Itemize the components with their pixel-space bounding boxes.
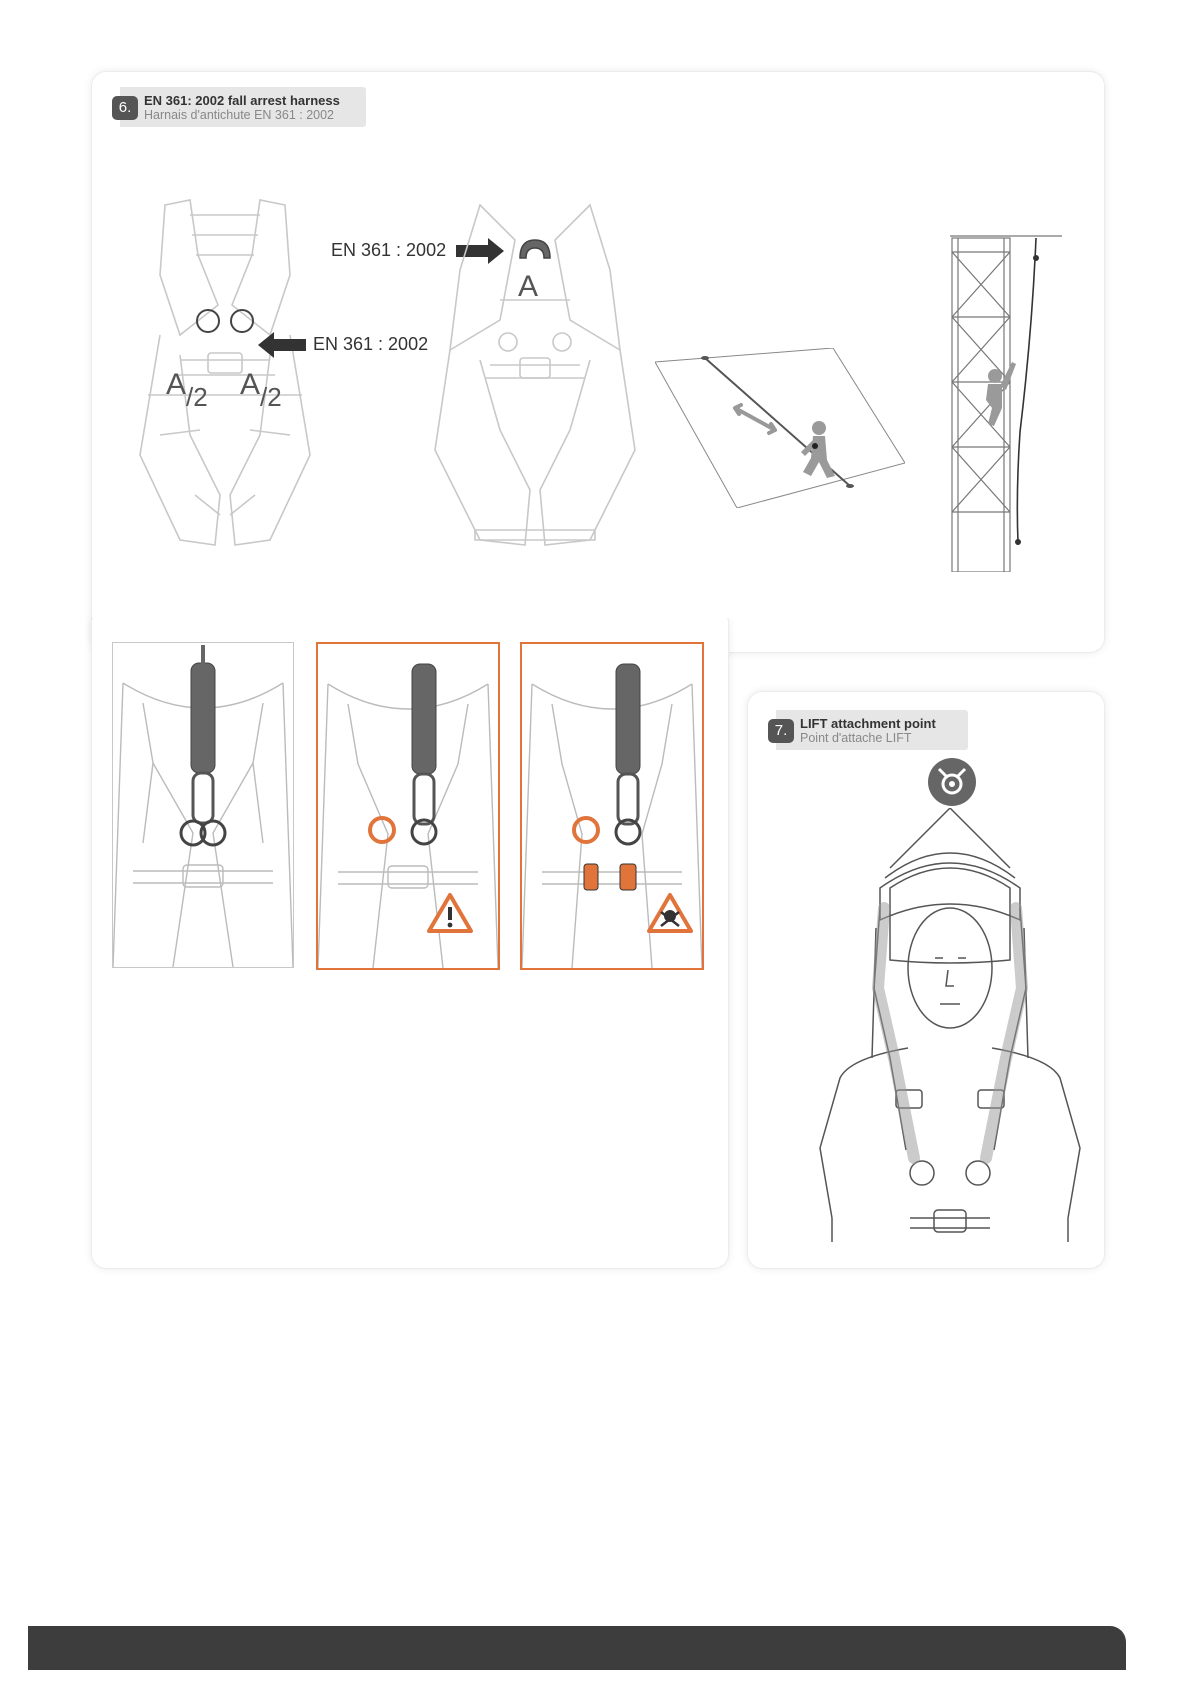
section-7-title: LIFT attachment point (800, 716, 936, 731)
section-7-subtitle: Point d'attache LIFT (800, 731, 912, 745)
sternal-callout: EN 361 : 2002 (313, 334, 429, 354)
danger-connection-photo (520, 642, 704, 970)
section-6-header (120, 87, 366, 127)
front-attachment-label-right: $A_{/2}$ (240, 368, 282, 412)
section-6-subtitle: Harnais d'antichute EN 361 : 2002 (144, 108, 335, 122)
section-6-number: 6. (112, 96, 138, 120)
lift-harness-illustration (810, 808, 1090, 1242)
footer-band (28, 1626, 1126, 1670)
tower-climb-scene (950, 232, 1065, 572)
dorsal-callout: EN 361 : 2002 (331, 240, 447, 260)
lift-point-icon (927, 757, 977, 807)
warning-connection-photo (316, 642, 500, 970)
sternal-arrow-icon (258, 332, 306, 358)
back-attachment-label: A (518, 270, 539, 303)
section-7-number: 7. (768, 719, 794, 743)
section-6-title: EN 361: 2002 fall arrest harness (144, 93, 340, 108)
front-harness-illustration (120, 195, 330, 575)
skull-danger-icon (646, 892, 694, 934)
horizontal-lifeline-scene (655, 348, 905, 508)
back-harness-illustration (430, 200, 640, 570)
front-attachment-label-left: $A_{/2}$ (166, 368, 208, 412)
section-7-header (776, 710, 968, 750)
correct-connection-photo (112, 642, 294, 968)
warning-triangle-icon (426, 892, 474, 934)
